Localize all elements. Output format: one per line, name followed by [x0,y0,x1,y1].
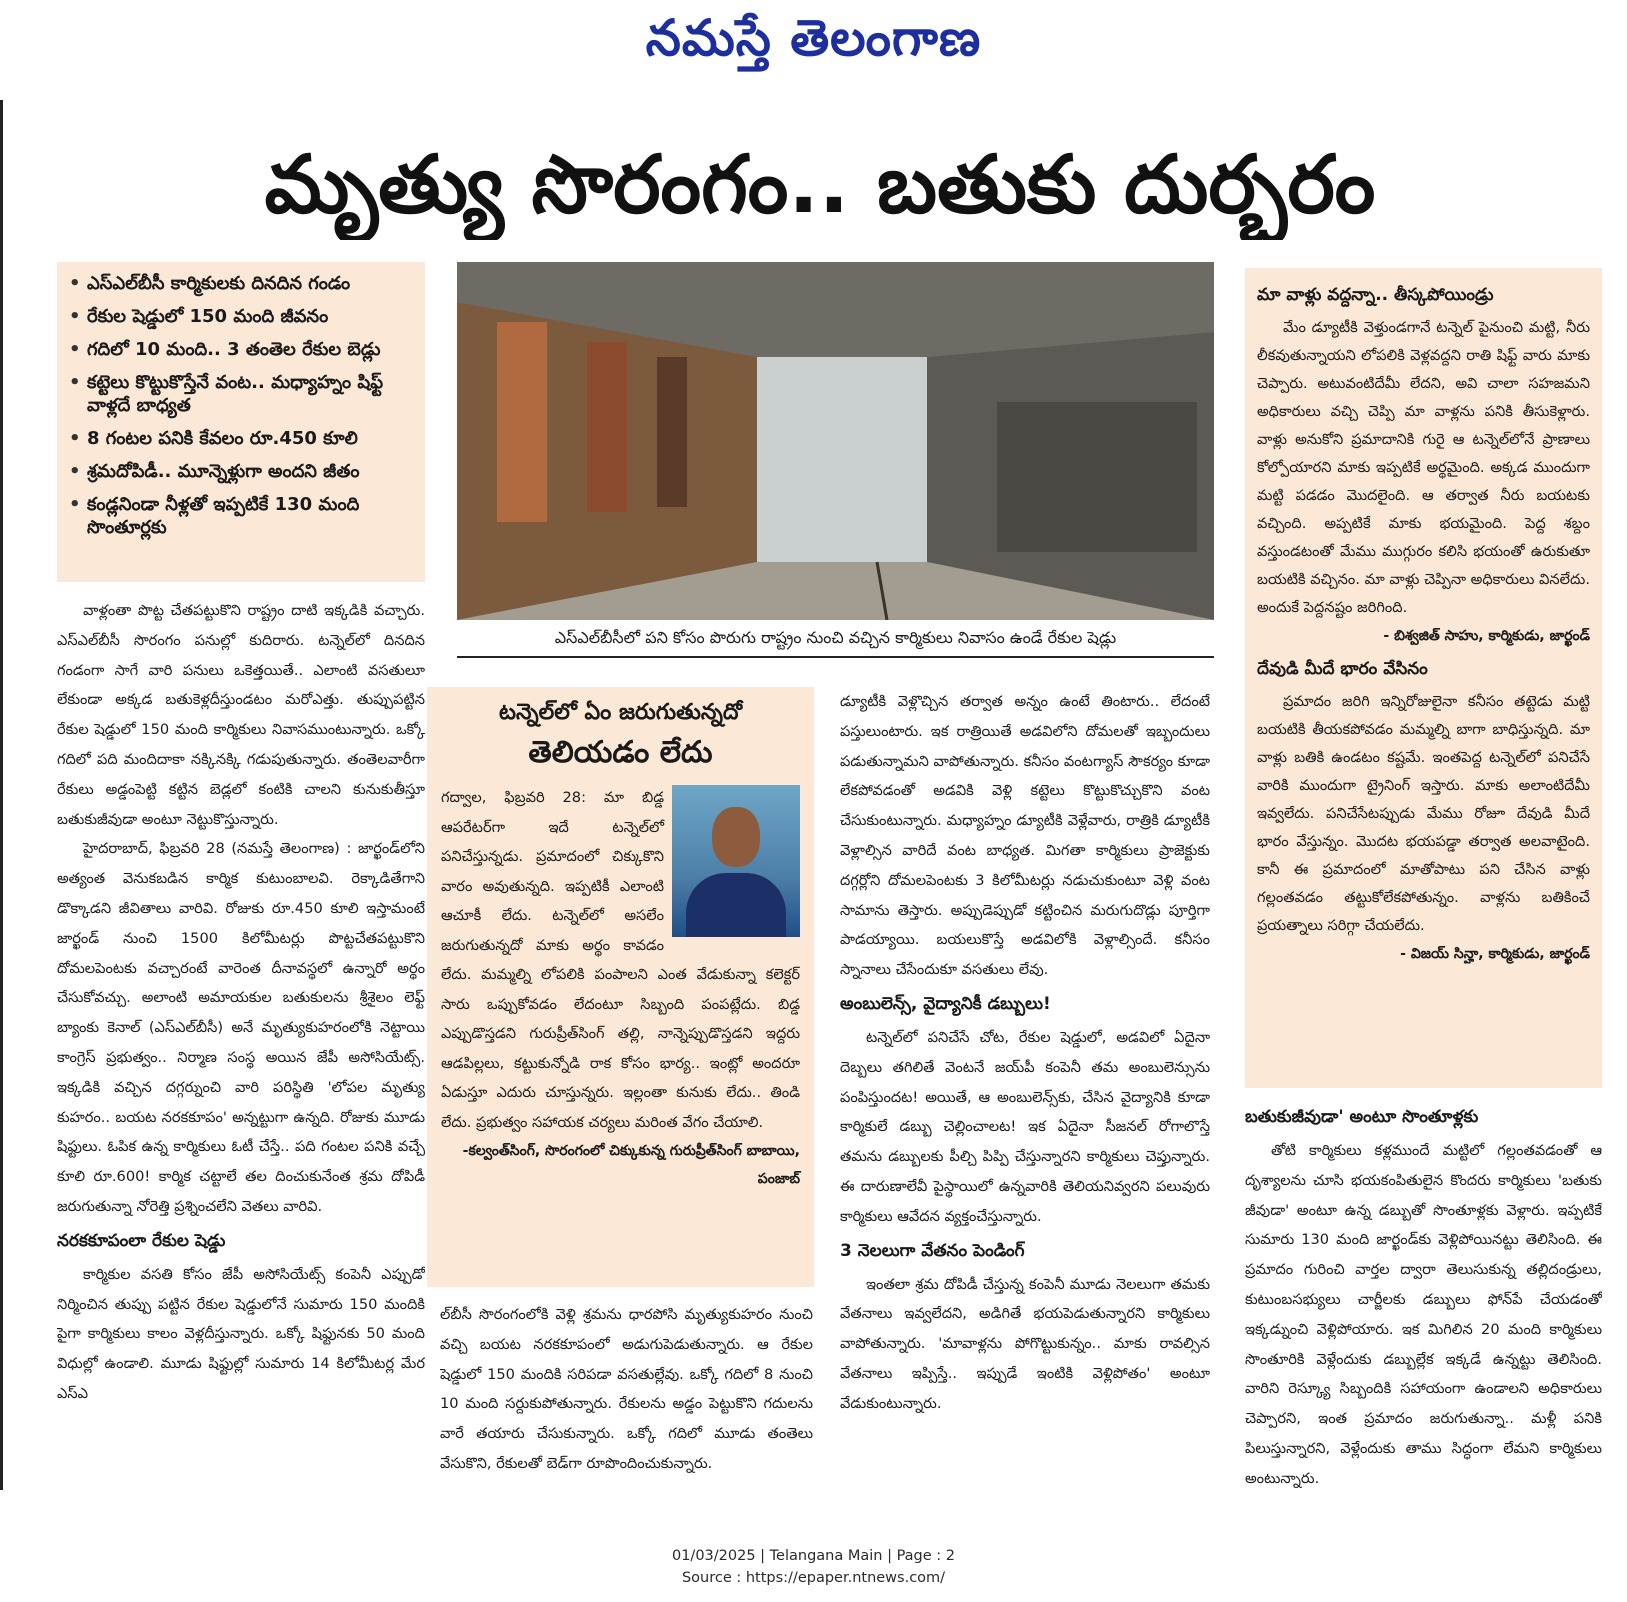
portrait-body [686,873,786,937]
testimonials-box [1245,268,1602,1088]
highlight-item: • ఎస్‌ఎల్‌బీసీ కార్మికులకు దినదిన గండం [87,272,417,295]
testimonial-text: ప్రమాదం జరిగి ఇన్నిరోజులైనా కనీసం తట్టెడు మట్టి బయటికి తీయకపోవడం మమ్మల్ని బాగా బాధిస్తున్నది. మా వాళ్లు బతికి ఉండటం కష్టమే. ఇంతపెద్ద టన్నెల్‌లో పనిచేసే వారికి ముందుగా ట్రైనింగ్‌ ఇస్తారు. మాకు అలాంటిదేమీ ఇవ్వలేదు. పనిచేసేటప్పుడు మేము రోజూ దేవుడి మీదే భారం వేస్తున్నం. మొదట భయపడ్డా తర్వాత అలవాటైంది. కానీ ఈ ప్రమాదంలో మాతోపాటు పని చేసిన వాళ్లు గల్లంతవడం తట్టుకోలేకపోతున్నం. వాళ్లను బతికించే ప్రయత్నాలు సరిగ్గా చేయలేదు. [1257,693,1590,934]
highlight-item: • శ్రమదోపిడీ.. మూన్నెళ్లుగా అందని జీతం [87,460,417,483]
left-margin-rule [0,100,3,1490]
portrait-head [712,807,760,867]
section-subhead: బతుకుజీవుడా' అంటూ సొంతూళ్లకు [1245,1107,1479,1127]
masthead-logo: నమస్తే తెలంగాణ [645,8,982,67]
photo-caption: ఎస్‌ఎల్‌బీసీలో పని కోసం పొరుగు రాష్ట్రం నుంచి వచ్చిన కార్మికులు నివాసం ఉండే రేకుల షెడ్లు [554,628,1117,647]
highlight-item: • కండ్లనిండా నీళ్లతో ఇప్పటికే 130 మంది సొంతూర్లకు [87,493,417,539]
section-subhead: అంబులెన్స్‌, వైద్యానికీ డబ్బులు! [840,993,1051,1014]
interview-box [427,687,814,1287]
testimonial-signature: - విజయ్‌ సిన్హా, కార్మికుడు, జార్ఖండ్‌ [1400,946,1590,962]
interview-body: గద్వాల, ఫిబ్రవరి 28: మా బిడ్డ ఆపరేటర్‌గా ఇదే టన్నెల్‌లో పనిచేస్తున్నడు. ప్రమాదంలో చిక్కుకొని వారం అవుతున్నది. ఇప్పటికీ ఎలాంటి ఆచూకీ లేదు. టన్నెల్‌లో అసలేం జరుగుతున్నదో మాకు అర్థం కావడం లేదు. మమ్మల్ని లోపలికి పంపాలని ఎంత వేడుకున్నా కలెక్టర్‌ సారు ఒప్పుకోవడం లేదంటూ సిబ్బంది పంపట్లేదు. బిడ్డ ఎప్పుడొస్తడని గురుప్రీత్‌సింగ్‌ తల్లి, నాన్నెప్పుడొస్తడని ఇద్దరు ఆడపిల్లలు, కట్టుకున్నోడి రాక కోసం భార్య.. ఇంట్లో అందరూ ఏడుస్తూ ఎదురు చూస్తున్నరు. ఇల్లంతా కునుకు లేదు.. తిండి లేదు. ప్రభుత్వం సహాయక చర్యలు మరింత వేగం చేయాలి. [441,789,800,1131]
article-paragraph: కార్మికుల వసతి కోసం జేపీ అసోసియేట్స్‌ కంపెనీ ఎప్పుడో నిర్మించిన తుప్పు పట్టిన రేకుల షెడ్డులోనే సుమారు 150 మందికి పైగా కార్మికులు కాలం వెళ్లదీస్తున్నారు. ఒక్కో షిఫ్టునకు 50 మంది విధుల్లో ఉండాలి. మూడు షిఫ్టుల్లో సుమారు 14 కిలోమీటర్ల మేర ఎస్‌ఎ [57,1265,425,1402]
shed-corridor-illustration [457,262,1214,620]
headline: మృత్యు సొరంగం.. బతుకు దుర్భరం [264,138,1376,231]
article-paragraph: ల్‌బీసీ సొరంగంలోకి వెళ్లి శ్రమను ధారపోసి మృత్యుకుహరం నుంచి వచ్చి బయట నరకకూపంలో అడుగుపెడుతున్నారు. ఆ రేకుల షెడ్డులో 150 మందికి సరిపడా వసతుల్లేవు. ఒక్కో గదిలో 8 నుంచి 10 మంది సర్దుకుపోతున్నారు. రేకులను అడ్డం పెట్టుకొని గదులను వారే తయారు చేసుకున్నారు. ఒక్కో గదిలో మూడు తంతెలు వేసుకొని, రేకులతో బెడ్‌గా రూపొందించుకున్నారు. [440,1306,813,1472]
article-paragraph: హైదరాబాద్‌, ఫిబ్రవరి 28 (నమస్తే తెలంగాణ) : జార్ఖండ్‌లోని అత్యంత వెనుకబడిన కార్మిక కుటుంబాలవి. రెక్కాడితేగాని డొక్కాడని జీవితాలు వారివి. రోజుకు రూ.450 కూలి ఇస్తామంటే జార్ఖండ్‌ నుంచి 1500 కిలోమీటర్లు పొట్టచేతపట్టుకొని దోమలపెంటకు వచ్చారంటే వారెంత దీనావస్థలో ఉన్నారో అర్థం చేసుకోవచ్చు. అలాంటి అమాయకుల బతుకులను శ్రీశైలం లెఫ్ట్‌ బ్యాంకు కెనాల్‌ (ఎస్‌ఎల్‌బీసీ) అనే మృత్యుకుహరంలోకి నెట్టాయి కాంగ్రెస్‌ ప్రభుత్వం.. నిర్మాణ సంస్థ అయిన జేపీ అసోసియేట్స్‌. ఇక్కడికి వచ్చిన దగ్గర్నుంచి వారి పరిస్థితి 'లోపల మృత్యు కుహరం.. బయట నరకకూపం' అన్నట్టుగా ఉన్నది. రోజుకు మూడు షిఫ్టులు. ఓపిక ఉన్న కార్మికులు ఓటీ చేస్తే.. పది గంటల పనికి వచ్చే కూలి రూ.600! కార్మిక చట్టాలే తల దించుకునేంత శ్రమ దోపిడీ జరుగుతున్నా నోరెత్తి ప్రశ్నించలేని వెతలు వారివి. [57,840,425,1215]
interview-title-line2: తెలియడం లేదు [528,735,713,770]
testimonial-signature: - బిశ్వజిత్‌ సాహు, కార్మికుడు, జార్ఖండ్‌ [1383,628,1590,644]
article-column-1 [57,596,425,1496]
article-paragraph: వాళ్లంతా పొట్ట చేతపట్టుకొని రాష్ట్రం దాటి ఇక్కడికి వచ్చారు. ఎస్‌ఎల్‌బీసీ సొరంగం పనుల్లో కుదిరారు. టన్నెల్‌లో దినదిన గండంగా సాగే వారి పనులు ఒకెత్తయితే.. ఎలాంటి వసతులూ లేకుండా అక్కడ బతుకెళ్లదీస్తుండటం మరోఎత్తు. తుప్పుపట్టిన రేకుల షెడ్డులో 150 మంది కార్మికులు నివాసముంటున్నారు. ఒక్కో గదిలో పది మందిదాకా నక్కినక్కి గడుపుతున్నారు. తంతెలవారీగా రేకులు అడ్డంపెట్టి కట్టిన బెడ్లలో కంటికి చాలని కునుకుతీస్తూ బతుకుజీవుడా అంటూ నెట్టుకొస్తున్నారు. [57,602,425,828]
article-paragraph: టన్నెల్‌లో పనిచేసే చోట, రేకుల షెడ్డులో, అడవిలో ఏదైనా దెబ్బలు తగిలితే వెంటనే జయ్‌పీ కంపెనీ తమ అంబులెన్సును పంపిస్తుందట! అయితే, ఆ అంబులెన్స్‌కు, చేసిన వైద్యానికి కూడా కార్మికులే డబ్బు చెల్లించాలట! ఇక ఏదైనా సీజనల్‌ రోగాలొస్తే తమను డబ్బులకు పీల్చి పిప్పి చేస్తున్నారని కార్మికులు చెప్తున్నారు. ఈ దారుణాలేవీ పైస్థాయిలో ఉన్నవారికి తెలియనివ్వరని పలువురు కార్మికులు ఆవేదన వ్యక్తంచేస్తున్నారు. [840,1028,1210,1225]
article-paragraph: ఇంతలా శ్రమ దోపిడీ చేస్తున్న కంపెనీ మూడు నెలలుగా తమకు వేతనాలు ఇవ్వలేదని, అడిగితే భయపెడుతున్నారని కార్మికులు వాపోతున్నారు. 'మావాళ్లను పోగొట్టుకున్నం.. మాకు రావల్సిన వేతనాలు ఇప్పిస్తే.. ఇప్పుడే ఇంటికి వెళ్లిపోతం' అంటూ వేడుకుంటున్నారు. [840,1275,1210,1412]
caption-rule [457,656,1214,658]
article-paragraph: డ్యూటీకి వెళ్లొచ్చిన తర్వాత అన్నం ఉంటే తింటారు.. లేదంటే పస్తులుంటారు. ఇక రాత్రియితే అడవిలోని దోమలతో ఇబ్బందులు పడుతున్నామని వాపోతున్నారు. కనీసం వంటగ్యాస్‌ సౌకర్యం కూడా లేకపోవడంతో అడవికి వెళ్లి కట్టెలు కొట్టుకొచ్చుకొని వంట చేసుకుంటున్నారు. మధ్యాహ్నం డ్యూటీకి వెళ్లేవారు, రాత్రికి డ్యూటీకి వెళ్లాల్సిన వారిదే వంట బాధ్యత. మిగతా కార్మికులు ప్రాజెక్టుకు దగ్గర్లోని దోమలపెంటకు 3 కిలోమీటర్లు నడుచుకుంటూ వెళ్లి వంట సామాను తెస్తారు. అప్పుడెప్పుడో కట్టించిన మరుగుదొడ్లు పూర్తిగా పాడయ్యాయి. బయలుకొస్తే అడవిలోకి వెళ్లాల్సిందే. కనీసం స్నానాలు చేసేందుకూ వసతులు లేవు. [840,693,1210,979]
testimonial-heading: దేవుడి మీదే భారం వేసినం [1257,659,1428,679]
article-column-3 [840,687,1210,1497]
footer-date-edition: 01/03/2025 | Telangana Main | Page : 2 [671,1548,956,1564]
portrait-photo [672,785,800,937]
highlight-item: • 8 గంటల పనికి కేవలం రూ.450 కూలి [87,427,417,450]
highlight-item: • గదిలో 10 మంది.. 3 తంతెల రేకుల బెడ్లు [87,338,417,361]
section-subhead: 3 నెలలుగా వేతనం పెండింగ్‌ [840,1240,1025,1261]
interview-signature: -కల్వంత్‌సింగ్‌, సొరంగంలో చిక్కుకున్న గురుప్రీత్‌సింగ్‌ బాబాయి, పంజాబ్‌ [462,1143,800,1187]
testimonial-heading: మా వాళ్లు వద్దన్నా.. తీస్కపోయిండ్రు [1257,285,1494,305]
article-column-2-continued [440,1300,813,1500]
article-column-4 [1245,1098,1602,1498]
section-subhead: నరకకూపంలా రేకుల షెడ్డు [57,1230,226,1251]
page-footer [0,1545,1627,1589]
testimonial-text: మేం డ్యూటీకి వెళ్తుండగానే టన్నెల్‌ పైనుంచి మట్టి, నీరు లీకవుతున్నాయని లోపలికి వెళ్లవద్దని రాతి షిఫ్ట్‌ వారు మాకు చెప్పారు. అటువంటిదేమీ లేదని, అవి చాలా సహజమని అధికారులు వచ్చి చెప్పి మా వాళ్లను పనికి తీసుకెళ్లారు. వాళ్లు అనుకోని ప్రమాదానికి గురై ఆ టన్నెల్‌లోనే ప్రాణాలు కోల్పోయారని మాకు ఇప్పటికే అర్థమైంది. అక్కడ ముందుగా మట్టి పడడం మొదలైంది. ఆ తర్వాత నీరు బయటకు వచ్చింది. అప్పటికే మాకు భయమైంది. పెద్ద శబ్దం వస్తుండటంతో మేము ముగ్గురం కలిసి భయంతో ఉరుకుతూ బయటికి వచ్చినం. మా వాళ్లు చెప్పినా అధికారులు వినలేదు. అందుకే పెద్దనష్టం జరిగింది. [1257,319,1590,616]
footer-source: Source : https://epaper.ntnews.com/ [681,1570,946,1586]
highlight-item: • కట్టెలు కొట్టుకొస్తేనే వంట.. మధ్యాహ్నం షిఫ్ట్‌ వాళ్లదే బాధ్యత [87,371,417,417]
highlight-item: • రేకుల షెడ్డులో 150 మంది జీవనం [87,305,417,328]
highlights-box [57,262,425,582]
news-photo-shed [457,262,1214,620]
interview-title-line1: టన్నెల్‌లో ఏం జరుగుతున్నదో [498,700,743,725]
article-paragraph: తోటి కార్మికులు కళ్లముందే మట్టిలో గల్లంతవడంతో ఆ దృశ్యాలను చూసి భయకంపితులైన కొందరు కార్మికులు 'బతుకు జీవుడా' అంటూ ఉన్న డబ్బుతో సొంతూళ్లకు వెళ్లారు. ఇప్పటికే సుమారు 130 మంది జార్ఖండ్‌కు వెళ్లిపోయినట్టు తెలిసింది. ఈ ప్రమాదం గురించి వార్తల ద్వారా తెలుసుకున్న తల్లిదండ్రులు, కుటుంబసభ్యులు చార్జీలకు డబ్బులు ఫోన్‌పే చేయడంతో ఇక్కడ్నుంచి వెళ్లిపోయారు. ఇక మిగిలిన 20 మంది కార్మికులు సొంతూరికి వెళ్లేందుకు డబ్బుల్లేక ఇక్కడే ఉన్నట్టు తెలిసింది. వారిని రెస్క్యూ సిబ్బందికి సహాయంగా ఉండాలని అధికారులు చెప్పారని, ఇంత ప్రమాదం జరుగుతున్నా.. మళ్లీ పనికి పిలుస్తున్నారని, వెళ్లేందుకు తాము సిద్ధంగా లేమని కార్మికులు అంటున్నారు. [1245,1142,1602,1487]
